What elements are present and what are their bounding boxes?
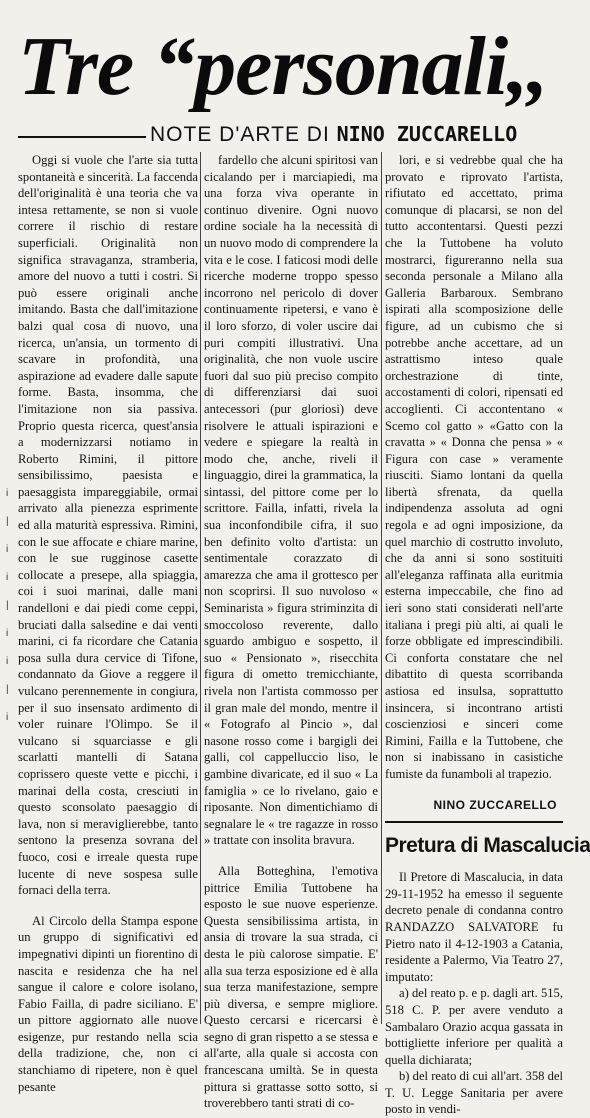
article-paragraph: lori, e si vedrebbe qual che ha provato e riprovato l'artista, rifiutato ed accettato, prima comunque di placarsi, se non del tutto accontentarsi. Questi pezzi che la Tuttobene ha voluto mostrarci, figureranno nella sua seconda personale a Milano alla Galleria Barbaroux. Sembrano ispirati alla scomposizione delle figure, ad un cubismo che si potrebbe anche accettare, ad un astrattismo inteso quale orchestrazione di tinte, accostamenti di colori, ripensati ed accoglienti. Ci accontentano « Scemo col gatto » «Gatto con la cravatta » « Donna che pensa » « Figura con case » veramente riusciti. Siamo lontani da quella libertà sfrenata, da quella indipendenza assoluta ad ogni regola e ad ogni imposizione, da quel marchio di costrutto involuto, che da anni si sono sostituiti all'eleganza raffinata alla euritmia esterna impeccabile, che fino ad ieri sono stati considerati nell'arte italiana i pregi più alti, ai quali le forze obbligate ed imprescindibili. Ci conforta constatare che nel dibattito di questa scorribanda astiosa ed insulsa, soprattutto insincera, si incontrano artisti coscienziosi e sinceri come Rimini, Failla e la Tuttobene, che non si inabissano in casistiche fumiste da funamboli al trapezio. <box>385 153 563 781</box>
notice-body: Il Pretore di Mascalucia, in data 29-11-1952 ha emesso il seguente decreto penale di condanna contro RANDAZZO SALVATORE fu Pietro nato il 4-12-1903 a Catania, residente a Palermo, Via Teatro 27, imputato: <box>385 870 563 984</box>
byline-prefix: NOTE D'ARTE DI <box>150 123 337 146</box>
headline-rule-left <box>18 136 146 138</box>
notice-title: Pretura di Mascalucia <box>385 834 590 858</box>
article-column-1 <box>18 152 198 1095</box>
notice-item-a: a) del reato p. e p. dagli art. 515, 518 C. P. per avere venduto a Sambalaro Orazio acqua gassata in bottigliette inferiore per qualità a quella dichiarata; <box>385 986 563 1067</box>
notice-item-b: b) del reato di cui all'art. 358 del T. U. Legge Sanitaria per avere posto in vendi- <box>385 1069 563 1117</box>
margin-marks: i | i i | i i | i <box>6 488 9 723</box>
byline-author: NINO ZUCCARELLO <box>336 122 518 146</box>
article-column-2 <box>204 152 378 1112</box>
article-paragraph: Al Circolo della Stampa espone un gruppo di significativi ed impegnativi dipinti un fiorentino di nascita e residenza che ha nel sangue il calore e colore isolano, Fabio Failla, di padre siciliano. E' un pittore aggiornato alle nuove esigenze, pur restando nella scia della tradizione, che, non ci stanchiamo di ripetere, non è quel pesante <box>18 913 198 1094</box>
column-divider-2 <box>381 152 382 1024</box>
column-divider-1 <box>200 152 201 1024</box>
article-paragraph: Oggi si vuole che l'arte sia tutta spontaneità e sincerità. La faccenda dell'originalità è una teoria che va intesa rettamente, se non si vuole correre il rischio di restare superficiali. Originalità non significa stravaganza, stramberia, amore del nuovo a tutti i costri. Si può essere originali anche imitando. Basta che dall'imitazione balzi qual cosa di nuovo, una ricerca, un'ansia, un tormento di scavare in profondità, una aspirazione ad evadere dalle sapute forme. Basta, insomma, che l'imitazione non sia passiva. Proprio questa ricerca, quest'ansia a modernizzarsi notiamo in Roberto Rimini, il pittore sensibilissimo, paesista e paesaggista impareggiabile, ormai arrivato alla pienezza esprimente ed alla maturità espressiva. Rimini, con le sue affocate e chiare marine, con le sue rugginose casette collocate a presepe, alla spiaggia, coi i suoi marinai, dalle mani randelloni e dai piedi come ceppi, bruciati dalla salsedine e dai venti marini, ci fa ricordare che Catania posa sulla dura cervice di Tifone, condannato da Giove a reggere il vulcano perennemente in congiura, per il suo insensato ardimento di voler ruinare l'Olimpo. Se il vulcano si squarciasse e gli scarlatti mantelli di Satana coprissero queste vette e picchi, i marinai della costa, cresciuti in questo sconsolato paesaggio di lava, non si meraviglierebbe, tanto sentono la presenza sovrana del fuoco, cosi e irreale questa rupe lucente di neve sospesa sulle fornaci della terra. <box>18 153 198 898</box>
article-column-3 <box>385 152 590 1117</box>
article-signature: NINO ZUCCARELLO <box>433 797 557 812</box>
article-paragraph: fardello che alcuni spiritosi van cicalando per i marciapiedi, ma una forza viva operante in continuo divenire. Ogni nuovo ordine sociale ha la necessità di un nuovo modo di comprendere la vita e le cose. I faticosi modi delle ricerche moderne troppo spesso incorrono nel pericolo di dover continuamente ripetersi, e vano è il loro sforzo, di voler uscire dai puri compiti illustrativi. Una originalità, che non vuole uscire fuori dal suo più preciso compito di differenziarsi dai suoi antecessori (pur gloriosi) deve risolvere le attuali ispirazioni e vedere e spiegare la realtà in modo che, anche, riveli il linguaggio, direi la grammatica, la sintassi, del pittore come per lo scrittore. Failla, infatti, rivela la sua inconfondibile cifra, il suo ben definito volto d'artista: un sentimentale corazzato di amarezza che ama il grottesco per non scoprirsi. Il suo nuvoloso « Seminarista » figura striminzita di smoccoloso reverente, dallo sguardo ambiguo e sospetto, il suo « Pensionato », risecchita figura di ometto tremicchiante, rivela non l'artista commosso per il gran male del mondo, mentre il « Fotografo al Pincio », dal nasone rosso come i bargigli dei galli, col cappelluccio liso, le gambine divaricate, ed il suo « La famiglia » ce lo rivelano, gaio e riposante. Non dimentichiamo di segnalare le « tre ragazze in rosso » trattate con insolita bravura. <box>204 153 378 848</box>
notice-rule <box>385 821 563 823</box>
article-paragraph: Alla Botteghina, l'emotiva pittrice Emilia Tuttobene ha esposto le sue nuove esperienze. Questa sensibilissima artista, in ansia di trovare la sua strada, ci desta le più calorose simpatie. E' alla sua terza esposizione ed è alla sua terza manifestazione, sempre più diversa, e sempre migliore. Questo cercarsi e ricercarsi è segno di gran rispetto a se stessa e all'arte, alla quale si accosta con francescana umiltà. Se in questa pittura si grattasse sotto sotto, si troverebbero tanti strati di co- <box>204 863 378 1111</box>
headline: Tre “personali,, <box>18 20 548 113</box>
byline <box>150 120 562 149</box>
